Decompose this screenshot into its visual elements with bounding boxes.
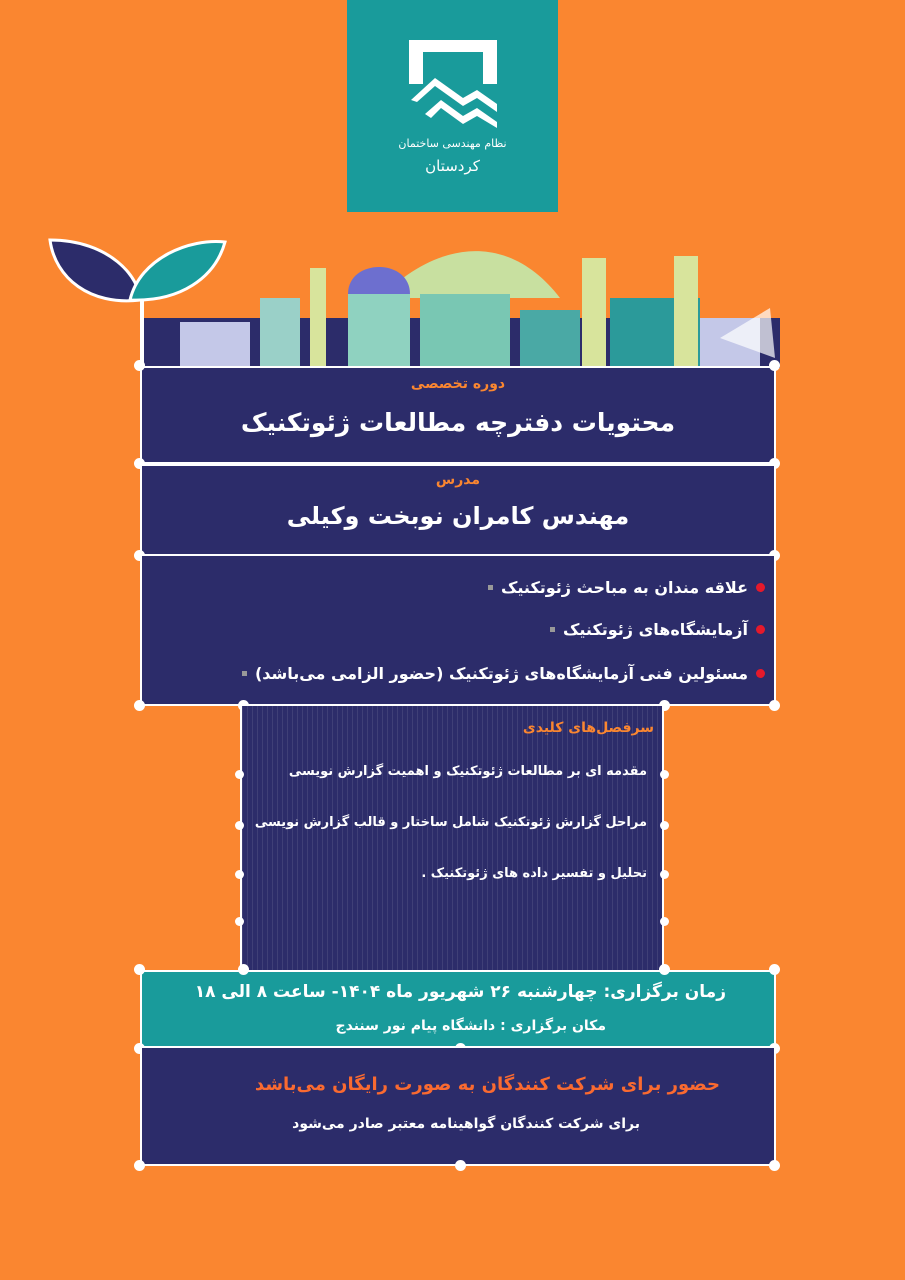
topic-dot bbox=[660, 870, 669, 879]
organization-logo bbox=[347, 0, 558, 212]
corner-dot bbox=[769, 360, 780, 371]
corner-dot bbox=[769, 964, 780, 975]
square-icon bbox=[550, 627, 555, 632]
corner-dot bbox=[659, 964, 670, 975]
roof-logo-icon bbox=[405, 34, 501, 130]
bullet-icon bbox=[756, 583, 765, 592]
topic-dot bbox=[235, 870, 244, 879]
course-title: محتویات دفترچه مطالعات ژئوتکنیک bbox=[240, 408, 676, 437]
certificate-notice: برای شرکت کنندگان گواهینامه معتبر صادر می‌شود bbox=[292, 1116, 640, 1132]
topics-heading: سرفصل‌های کلیدی bbox=[522, 720, 654, 736]
audience-item: آزمایشگاه‌های ژئوتکنیک bbox=[550, 620, 765, 639]
corner-dot bbox=[455, 1160, 466, 1171]
bullet-icon bbox=[756, 669, 765, 678]
topic-dot bbox=[660, 917, 669, 926]
event-place: مکان برگزاری : دانشگاه پیام نور سنندج bbox=[335, 1018, 606, 1034]
corner-dot bbox=[769, 700, 780, 711]
logo-province-name: کردستان bbox=[425, 157, 480, 175]
course-type-label: دوره تخصصی bbox=[410, 376, 506, 392]
audience-item: علاقه مندان به مباحث ژئوتکنیک bbox=[488, 578, 765, 597]
topics-panel bbox=[240, 706, 664, 972]
corner-dot bbox=[769, 1160, 780, 1171]
city-skyline-illustration bbox=[0, 228, 905, 368]
leaf-right-icon bbox=[130, 241, 225, 300]
topic-item: مراحل گزارش ژئوتکنیک شامل ساختار و قالب گزارش نویسی bbox=[254, 815, 647, 830]
instructor-panel bbox=[140, 464, 776, 556]
course-title-panel bbox=[140, 366, 776, 464]
instructor-name: مهندس کامران نوبخت وکیلی bbox=[286, 502, 630, 530]
topic-dot bbox=[660, 770, 669, 779]
topic-dot bbox=[235, 917, 244, 926]
square-icon bbox=[242, 671, 247, 676]
square-icon bbox=[488, 585, 493, 590]
bullet-icon bbox=[756, 625, 765, 634]
topic-item: تحلیل و تفسیر داده های ژئوتکنیک . bbox=[421, 866, 647, 881]
corner-dot bbox=[238, 964, 249, 975]
event-info-panel bbox=[140, 970, 776, 1048]
logo-org-name: نظام مهندسی ساختمان bbox=[398, 137, 507, 150]
attendance-notice-panel bbox=[140, 1048, 776, 1166]
audience-item: مسئولین فنی آزمایشگاه‌های ژئوتکنیک (حضور الزامی می‌باشد) bbox=[242, 664, 765, 683]
corner-dot bbox=[134, 360, 145, 371]
corner-dot bbox=[134, 964, 145, 975]
topic-item: مقدمه ای بر مطالعات ژئوتکنیک و اهمیت گزارش نویسی bbox=[288, 764, 647, 779]
corner-dot bbox=[134, 1160, 145, 1171]
instructor-label: مدرس bbox=[435, 472, 481, 488]
leaf-left-icon bbox=[50, 240, 140, 301]
topic-dot bbox=[235, 770, 244, 779]
topic-dot bbox=[660, 821, 669, 830]
free-attendance-notice: حضور برای شرکت کنندگان به صورت رایگان می‌باشد bbox=[254, 1074, 720, 1095]
topic-dot bbox=[235, 821, 244, 830]
event-time: زمان برگزاری: چهارشنبه ۲۶ شهریور ماه ۱۴۰۴- ساعت ۸ الی ۱۸ bbox=[194, 982, 726, 1002]
corner-dot bbox=[134, 700, 145, 711]
